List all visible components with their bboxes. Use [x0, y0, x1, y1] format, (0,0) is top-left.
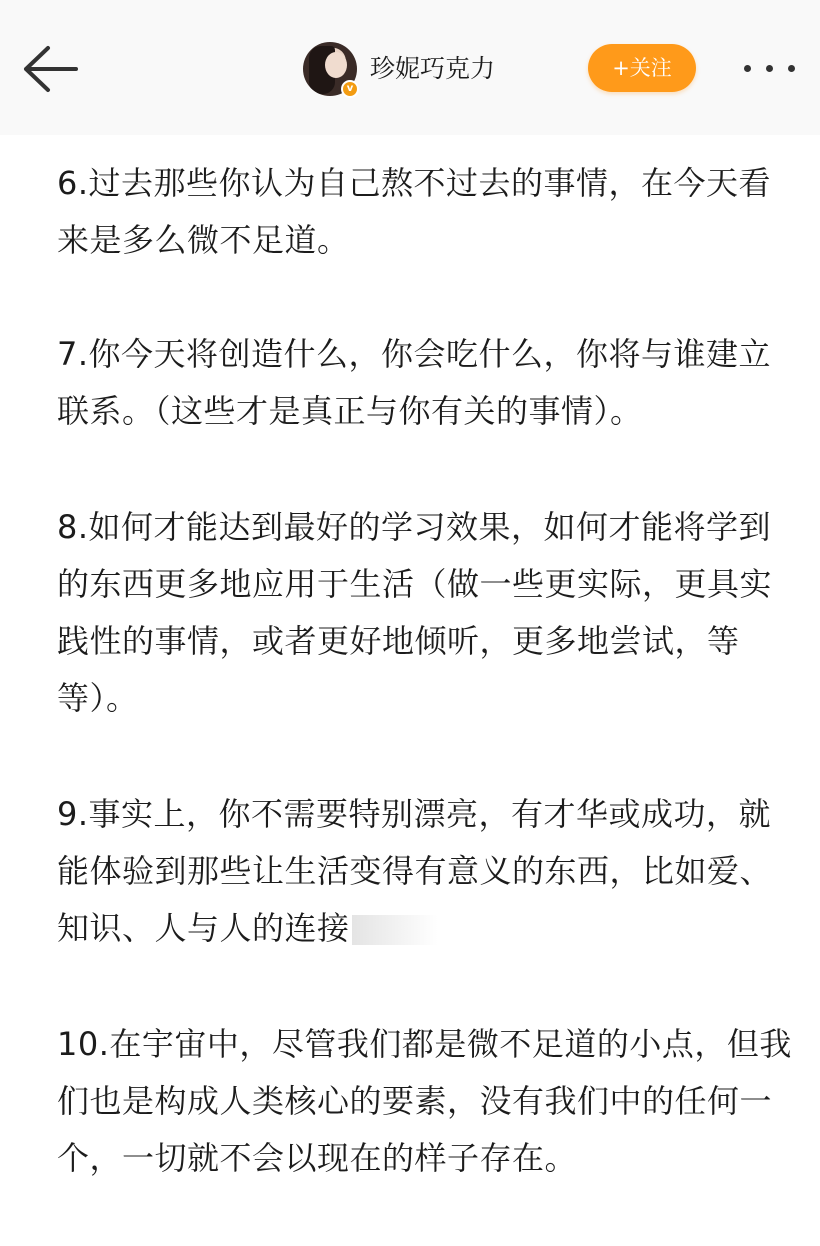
- top-bar: [0, 0, 820, 135]
- post-body: [57, 155, 797, 1246]
- avatar-face: [325, 52, 347, 78]
- follow-button[interactable]: +关注: [588, 44, 696, 92]
- paragraph-10: 10.在宇宙中，尽管我们都是微不足道的小点，但我们也是构成人类核心的要素，没有我们中的任何一个，一切就不会以现在的样子存在。: [57, 1025, 792, 1177]
- paragraph-7: 7.你今天将创造什么，你会吃什么，你将与谁建立联系。（这些才是真正与你有关的事情）。: [57, 335, 772, 430]
- text-fade-overlay: [352, 915, 438, 945]
- verified-badge-icon: v: [341, 80, 359, 98]
- paragraph-8: 8.如何才能达到最好的学习效果，如何才能将学到的东西更多地应用于生活（做一些更实际，更具实践性的事情，或者更好地倾听，更多地尝试，等等）。: [57, 508, 773, 717]
- username[interactable]: 珍妮巧克力: [370, 54, 496, 83]
- back-arrow-icon[interactable]: [18, 44, 82, 94]
- paragraph-6: 6.过去那些你认为自己熬不过去的事情，在今天看来是多么微不足道。: [57, 164, 772, 259]
- paragraph-9: [57, 786, 797, 957]
- more-horizontal-icon[interactable]: [740, 60, 800, 76]
- paragraph-9-text: 9.事实上，你不需要特别漂亮，有才华或成功，就能体验到那些让生活变得有意义的东西，比如爱、知识、人与人的连接: [57, 795, 773, 947]
